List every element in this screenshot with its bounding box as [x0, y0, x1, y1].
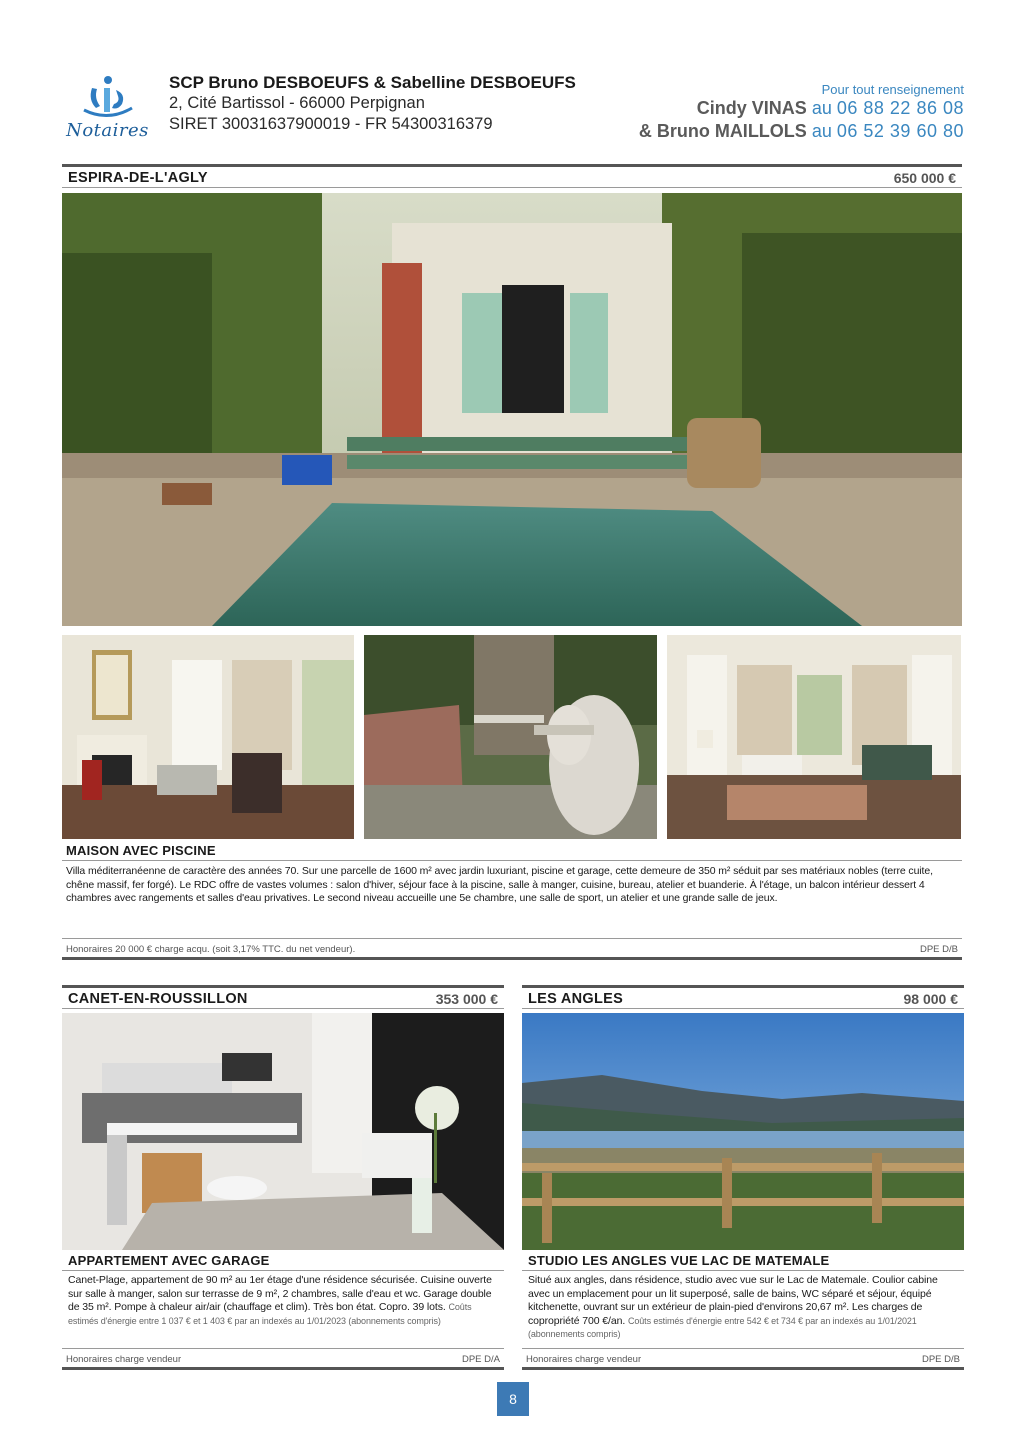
office-siret: SIRET 30031637900019 - FR 54300316379	[169, 115, 493, 133]
espira-town: ESPIRA-DE-L'AGLY	[68, 170, 208, 186]
angles-dpe: DPE D/B	[921, 1354, 960, 1365]
contact1-name: Cindy VINAS	[696, 98, 807, 118]
canet-town: CANET-EN-ROUSSILLON	[68, 991, 248, 1007]
canet-divider	[62, 1270, 504, 1271]
contact1-phone[interactable]: 06 88 22 86 08	[836, 98, 964, 118]
office-name: SCP Bruno DESBOEUFS & Sabelline DESBOEUFS	[169, 73, 576, 92]
angles-description: Situé aux angles, dans résidence, studio avec vue sur le Lac de Matemale. Coulior cabine avec un emplacement pour un lit superposé, salle de bains, WC séparé et séjour, équipé kitchenette, ouvrant sur un extérieur de plain-pied d'environs 20,67 m². Les charges de copropriété 700 €/an.	[528, 1274, 938, 1327]
espira-dpe: DPE D/B	[919, 944, 958, 955]
angles-divider	[522, 1270, 964, 1271]
notaires-emblem-icon	[78, 74, 138, 120]
page-number: 8	[497, 1382, 529, 1416]
espira-divider	[62, 860, 962, 861]
canet-description-block	[68, 1274, 502, 1328]
office-address: 2, Cité Bartissol - 66000 Perpignan	[169, 94, 425, 112]
contact2-au: au	[811, 121, 832, 141]
canet-fees: Honoraires charge vendeur	[66, 1354, 182, 1365]
logo-wordmark: Notaires	[66, 120, 149, 141]
espira-header-bar	[62, 164, 962, 188]
angles-town: LES ANGLES	[528, 991, 624, 1007]
contact-line-2	[639, 120, 964, 143]
espira-price: 650 000 €	[893, 170, 956, 186]
canet-dpe: DPE D/A	[461, 1354, 500, 1365]
espira-photo-living[interactable]	[667, 635, 961, 839]
contact-caption: Pour tout renseignement	[821, 82, 964, 97]
contact-line-1	[639, 97, 964, 120]
angles-header-bar	[522, 985, 964, 1009]
espira-main-photo[interactable]	[62, 193, 962, 626]
canet-energy-note: Coûts estimés d'énergie entre 1 037 € et 1 403 € par an indexés au 1/01/2023 (abonnements compris)	[68, 1302, 472, 1326]
angles-property-type: STUDIO LES ANGLES VUE LAC DE MATEMALE	[528, 1253, 830, 1268]
angles-fees: Honoraires charge vendeur	[526, 1354, 642, 1365]
espira-fees: Honoraires 20 000 € charge acqu. (soit 3,17% TTC. du net vendeur).	[66, 944, 356, 955]
angles-photo-lake[interactable]	[522, 1013, 964, 1250]
angles-price: 98 000 €	[903, 991, 958, 1007]
contact2-phone[interactable]: 06 52 39 60 80	[836, 121, 964, 141]
canet-header-bar	[62, 985, 504, 1009]
espira-photo-terrace[interactable]	[364, 635, 657, 839]
espira-description: Villa méditerranéenne de caractère des années 70. Sur une parcelle de 1600 m² avec jardin luxuriant, piscine et garage, cette demeure de 350 m² séduit par ses matériaux nobles (terre cuite, chêne massif, fer forgé). Le RDC offre de vastes volumes : salon d'hiver, séjour face à la piscine, salle à manger, cuisine, bureau, atelier et buanderie. À l'étage, un balcon intérieur dessert 4 chambres avec rangements et salles d'eau privatives. Le second niveau accueille une 5e chambre, une salle de sport, un atelier et une grande salle de jeux.	[66, 865, 933, 905]
canet-footer-bar	[62, 1348, 504, 1370]
espira-footer-bar	[62, 938, 962, 960]
contact-block	[639, 82, 964, 143]
canet-property-type: APPARTEMENT AVEC GARAGE	[68, 1253, 270, 1268]
contact2-name: & Bruno MAILLOLS	[638, 121, 807, 141]
canet-photo-kitchen[interactable]	[62, 1013, 504, 1250]
contact1-au: au	[811, 98, 832, 118]
espira-property-type: MAISON AVEC PISCINE	[66, 843, 216, 858]
angles-footer-bar	[522, 1348, 964, 1370]
espira-photo-salon[interactable]	[62, 635, 354, 839]
office-block	[169, 72, 576, 135]
canet-price: 353 000 €	[435, 991, 498, 1007]
angles-description-block	[528, 1274, 962, 1342]
notaires-logo	[60, 74, 155, 146]
canet-description: Canet-Plage, appartement de 90 m² au 1er étage d'une résidence sécurisée. Cuisine ouverte sur salle à manger, salon sur terrasse de 9 m², 2 chambres, salle d'eau et wc. Garage double de 35 m². Pompe à chaleur air/air (chauffage et clim). Très bon état. Copro. 39 lots.	[68, 1274, 492, 1314]
angles-energy-note: Coûts estimés d'énergie entre 542 € et 734 € par an indexés au 1/01/2021 (abonnements compris)	[528, 1315, 917, 1340]
